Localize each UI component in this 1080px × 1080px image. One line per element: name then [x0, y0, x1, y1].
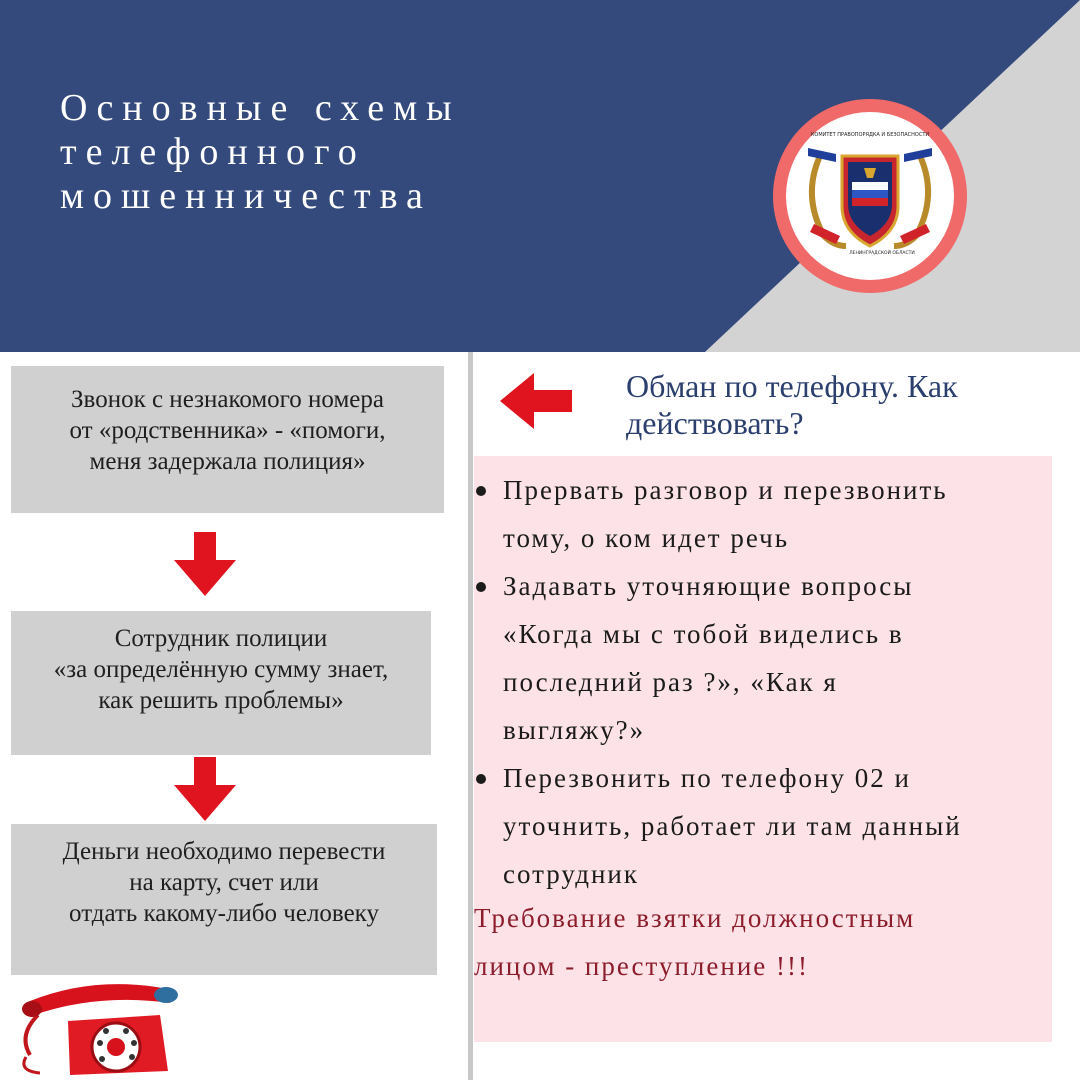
column-divider: [468, 352, 473, 1080]
tip-line: уточнить, работает ли там данный: [503, 811, 962, 841]
rotary-phone-icon: [10, 975, 180, 1075]
advice-title-line: Обман по телефону. Как: [626, 368, 958, 404]
emblem-label-top: КОМИТЕТ ПРАВОПОРЯДКА И БЕЗОПАСНОСТИ: [810, 132, 930, 138]
advice-tips-list: [474, 466, 1064, 898]
flow-step-line: как решить проблемы»: [98, 687, 344, 714]
tip-line: Задавать уточняющие вопросы: [474, 562, 1064, 610]
flow-step-line: меня задержала полиция»: [89, 448, 366, 475]
warning-line: Требование взятки должностным: [474, 903, 916, 933]
flow-step-line: от «родственника» - «помоги,: [69, 417, 386, 444]
advice-title: [626, 368, 1066, 442]
warning-line: лицом - преступление !!!: [474, 951, 809, 981]
title-line: Основные схемы: [60, 87, 461, 129]
tip-line: тому, о ком идет речь: [503, 523, 790, 553]
flow-step-line: отдать какому-либо человеку: [69, 900, 379, 927]
emblem-label-bottom: ЛЕНИНГРАДСКОЙ ОБЛАСТИ: [849, 251, 915, 256]
tip-line: Перезвонить по телефону 02 и: [474, 754, 1064, 802]
title-line: мошенничества: [60, 175, 432, 217]
emblem-icon: [762, 96, 978, 296]
flow-step-police: [11, 611, 431, 755]
flow-step-line: «за определённую сумму знает,: [53, 656, 389, 683]
bribery-warning: [474, 894, 1064, 990]
tip-line: сотрудник: [503, 859, 639, 889]
flow-step-line: Сотрудник полиции: [114, 625, 328, 652]
tip-line: последний раз ?», «Как я: [503, 667, 838, 697]
flow-step-line: Звонок с незнакомого номера: [71, 386, 384, 413]
title-line: телефонного: [60, 131, 366, 173]
tip-line: выгляжу?»: [503, 715, 646, 745]
down-arrow-icon: [174, 757, 236, 821]
tip-line: «Когда мы с тобой виделись в: [503, 619, 904, 649]
tip-line: Прервать разговор и перезвонить: [474, 466, 1064, 514]
left-arrow-icon: [500, 373, 572, 429]
flow-step-line: Деньги необходимо перевести: [62, 838, 386, 865]
flow-step-line: на карту, счет или: [129, 869, 319, 896]
down-arrow-icon: [174, 532, 236, 596]
page-title: [60, 86, 620, 218]
flow-step-call: [11, 366, 444, 513]
flow-step-money: [11, 824, 437, 975]
advice-title-line: действовать?: [626, 405, 804, 441]
